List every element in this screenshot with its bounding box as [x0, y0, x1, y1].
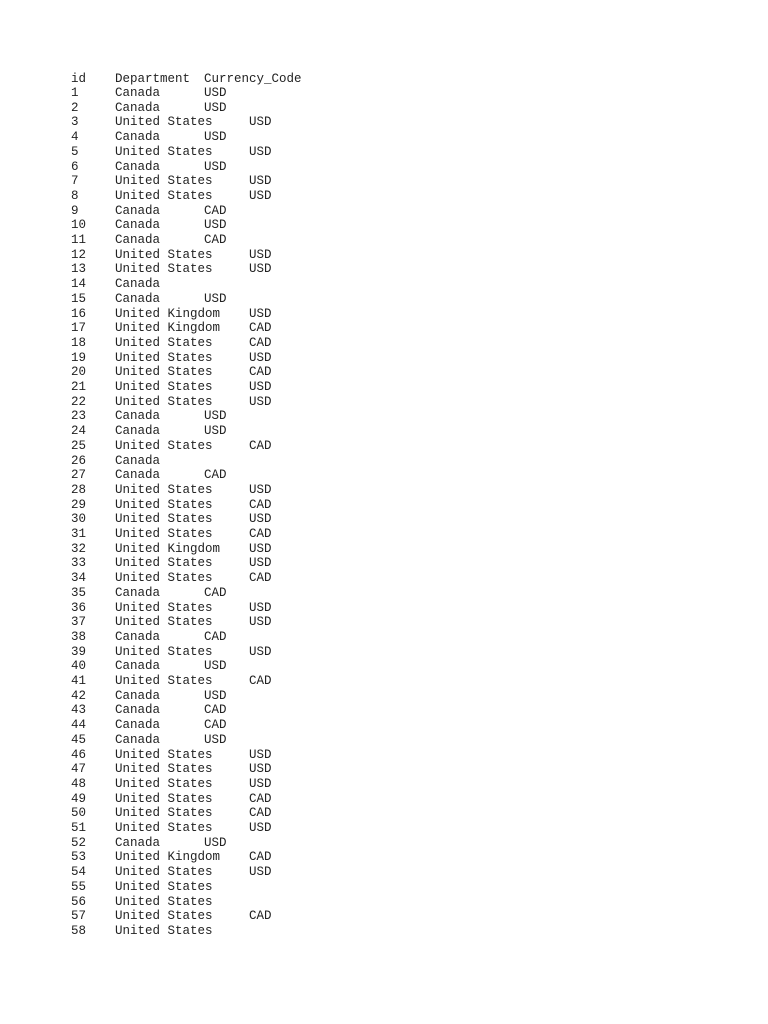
row-currency: USD: [249, 482, 272, 497]
row-currency: CAD: [249, 674, 272, 688]
row-department: Canada: [115, 233, 161, 247]
row-department: Canada: [115, 424, 161, 439]
row-id: 35: [71, 585, 87, 600]
row-department: United States: [115, 144, 213, 159]
row-currency: USD: [204, 218, 227, 233]
row-id: 23: [71, 409, 87, 424]
row-id: 33: [71, 556, 87, 571]
table-row: [0, 409, 400, 424]
table-row: [0, 836, 400, 851]
table-row: [0, 468, 400, 483]
row-id: 31: [71, 527, 87, 541]
row-department: United Kingdom: [115, 850, 221, 865]
row-department: United States: [115, 674, 213, 688]
row-currency: USD: [204, 100, 227, 115]
row-id: 56: [71, 894, 87, 909]
row-id: 45: [71, 732, 87, 747]
row-department: United States: [115, 776, 213, 791]
row-department: United States: [115, 762, 213, 777]
row-currency: CAD: [249, 571, 272, 586]
table-row: [0, 806, 400, 821]
row-currency: CAD: [249, 497, 272, 512]
table-row: [0, 865, 400, 880]
row-department: United States: [115, 188, 213, 203]
row-department: United Kingdom: [115, 541, 221, 556]
table-row: [0, 380, 400, 395]
row-id: 15: [71, 291, 87, 306]
row-currency: CAD: [249, 909, 272, 924]
row-department: United States: [115, 512, 213, 527]
row-currency: USD: [249, 115, 272, 130]
row-currency: USD: [249, 541, 272, 556]
row-department: United States: [115, 909, 213, 924]
row-currency: CAD: [249, 365, 272, 380]
row-id: 44: [71, 718, 87, 733]
row-department: United States: [115, 894, 213, 909]
table-row: [0, 792, 400, 807]
row-id: 6: [71, 159, 79, 174]
table-row: [0, 483, 400, 498]
row-currency: USD: [204, 835, 227, 850]
row-department: United States: [115, 174, 213, 189]
table-row: [0, 645, 400, 660]
row-id: 32: [71, 541, 87, 556]
row-id: 18: [71, 335, 87, 350]
row-id: 51: [71, 821, 87, 835]
row-department: United States: [115, 262, 213, 277]
table-row: [0, 160, 400, 175]
row-department: United States: [115, 747, 213, 762]
table-row: [0, 86, 400, 101]
row-currency: CAD: [249, 806, 272, 821]
table-row: [0, 189, 400, 204]
table-row: [0, 571, 400, 586]
table-row: [0, 733, 400, 748]
row-currency: CAD: [204, 233, 227, 247]
row-currency: USD: [249, 776, 272, 791]
row-currency: USD: [249, 306, 272, 321]
row-currency: USD: [249, 644, 272, 659]
table-row: [0, 395, 400, 410]
row-currency: USD: [204, 291, 227, 306]
row-id: 9: [71, 203, 79, 218]
row-id: 28: [71, 482, 87, 497]
table-row: [0, 821, 400, 836]
row-department: United States: [115, 115, 213, 130]
row-currency: CAD: [249, 438, 272, 453]
row-department: Canada: [115, 203, 161, 218]
table-row: [0, 233, 400, 248]
row-currency: USD: [204, 86, 227, 100]
row-id: 34: [71, 571, 87, 586]
row-currency: CAD: [204, 718, 227, 733]
row-currency: USD: [249, 144, 272, 159]
table-row: [0, 542, 400, 557]
row-id: 7: [71, 174, 79, 189]
row-currency: USD: [249, 188, 272, 203]
table-row: [0, 762, 400, 777]
table-row: [0, 924, 400, 939]
row-id: 3: [71, 115, 79, 130]
row-department: United States: [115, 806, 213, 821]
row-department: Canada: [115, 409, 161, 424]
row-department: United States: [115, 350, 213, 365]
row-department: United States: [115, 615, 213, 630]
row-department: United States: [115, 791, 213, 806]
row-department: United States: [115, 556, 213, 571]
row-id: 17: [71, 321, 87, 336]
row-department: United States: [115, 527, 213, 541]
table-row: [0, 439, 400, 454]
table-row: [0, 204, 400, 219]
row-currency: CAD: [249, 791, 272, 806]
row-currency: USD: [204, 130, 227, 145]
table-row: [0, 292, 400, 307]
row-department: Canada: [115, 218, 161, 233]
row-department: Canada: [115, 453, 161, 468]
row-department: United Kingdom: [115, 321, 221, 336]
row-currency: CAD: [204, 629, 227, 644]
row-currency: CAD: [204, 203, 227, 218]
table-row: [0, 365, 400, 380]
row-department: Canada: [115, 659, 161, 674]
table-row: [0, 850, 400, 865]
row-currency: USD: [204, 159, 227, 174]
table-row: [0, 101, 400, 116]
row-id: 50: [71, 806, 87, 821]
header-id: id: [71, 72, 87, 86]
table-row: [0, 880, 400, 895]
table-row: [0, 145, 400, 160]
table-row: [0, 777, 400, 792]
row-department: Canada: [115, 629, 161, 644]
row-id: 12: [71, 247, 87, 262]
row-department: United States: [115, 497, 213, 512]
table-row: [0, 218, 400, 233]
row-department: Canada: [115, 718, 161, 733]
row-id: 47: [71, 762, 87, 777]
row-currency: USD: [204, 409, 227, 424]
row-currency: USD: [249, 512, 272, 527]
row-id: 1: [71, 86, 79, 100]
row-id: 14: [71, 277, 87, 292]
table-row: [0, 895, 400, 910]
row-department: Canada: [115, 732, 161, 747]
row-id: 54: [71, 865, 87, 880]
table-row: [0, 262, 400, 277]
row-currency: USD: [249, 247, 272, 262]
row-currency: CAD: [204, 468, 227, 483]
row-department: Canada: [115, 585, 161, 600]
table-row: [0, 454, 400, 469]
row-id: 19: [71, 350, 87, 365]
row-currency: CAD: [249, 527, 272, 541]
table-row: [0, 689, 400, 704]
row-id: 37: [71, 615, 87, 630]
row-currency: USD: [204, 732, 227, 747]
row-currency: USD: [249, 262, 272, 277]
row-department: Canada: [115, 100, 161, 115]
row-department: United States: [115, 821, 213, 835]
row-currency: USD: [249, 380, 272, 394]
row-department: Canada: [115, 277, 161, 292]
row-department: United States: [115, 438, 213, 453]
row-department: Canada: [115, 468, 161, 483]
table-row: [0, 424, 400, 439]
row-currency: USD: [249, 600, 272, 615]
table-row: [0, 630, 400, 645]
row-department: United States: [115, 365, 213, 380]
row-id: 38: [71, 629, 87, 644]
row-currency: USD: [249, 865, 272, 880]
row-department: United Kingdom: [115, 306, 221, 321]
table-row: [0, 703, 400, 718]
row-department: Canada: [115, 291, 161, 306]
row-id: 58: [71, 923, 87, 938]
table-row: [0, 527, 400, 542]
row-department: United States: [115, 335, 213, 350]
row-currency: USD: [249, 747, 272, 762]
row-id: 13: [71, 262, 87, 277]
table-row: [0, 909, 400, 924]
row-id: 22: [71, 394, 87, 409]
table-row: [0, 748, 400, 763]
row-id: 52: [71, 835, 87, 850]
row-id: 16: [71, 306, 87, 321]
table-row: [0, 512, 400, 527]
row-department: United States: [115, 247, 213, 262]
table-row: [0, 307, 400, 322]
row-id: 57: [71, 909, 87, 924]
row-currency: USD: [249, 556, 272, 571]
row-id: 55: [71, 879, 87, 894]
row-id: 43: [71, 703, 87, 718]
row-currency: CAD: [249, 850, 272, 865]
row-id: 2: [71, 100, 79, 115]
table-row: [0, 615, 400, 630]
row-id: 39: [71, 644, 87, 659]
row-currency: USD: [249, 762, 272, 777]
row-currency: USD: [204, 424, 227, 439]
row-id: 5: [71, 144, 79, 159]
table-row: [0, 718, 400, 733]
row-department: United States: [115, 571, 213, 586]
row-id: 42: [71, 688, 87, 703]
row-department: Canada: [115, 835, 161, 850]
row-id: 10: [71, 218, 87, 233]
row-department: Canada: [115, 86, 161, 100]
table-row: [0, 556, 400, 571]
table-row: [0, 586, 400, 601]
row-department: Canada: [115, 703, 161, 718]
row-id: 20: [71, 365, 87, 380]
row-department: United States: [115, 923, 213, 938]
row-department: United States: [115, 600, 213, 615]
table-row: [0, 351, 400, 366]
row-currency: CAD: [204, 585, 227, 600]
row-id: 41: [71, 674, 87, 688]
row-department: Canada: [115, 159, 161, 174]
row-id: 27: [71, 468, 87, 483]
row-currency: USD: [249, 394, 272, 409]
row-id: 46: [71, 747, 87, 762]
row-currency: CAD: [249, 321, 272, 336]
row-id: 29: [71, 497, 87, 512]
row-id: 30: [71, 512, 87, 527]
row-id: 40: [71, 659, 87, 674]
row-currency: USD: [204, 688, 227, 703]
row-id: 8: [71, 188, 79, 203]
row-currency: USD: [204, 659, 227, 674]
row-currency: USD: [249, 615, 272, 630]
row-id: 48: [71, 776, 87, 791]
row-id: 25: [71, 438, 87, 453]
table-row: [0, 601, 400, 616]
header-department: Department: [115, 72, 191, 86]
row-id: 4: [71, 130, 79, 145]
row-id: 26: [71, 453, 87, 468]
table-row: [0, 174, 400, 189]
row-id: 24: [71, 424, 87, 439]
table-row: [0, 659, 400, 674]
row-currency: USD: [249, 821, 272, 835]
row-department: United States: [115, 644, 213, 659]
table-row: [0, 248, 400, 263]
row-id: 49: [71, 791, 87, 806]
row-currency: CAD: [204, 703, 227, 718]
row-id: 21: [71, 380, 87, 394]
header-row: [0, 72, 400, 87]
header-currency-code: Currency_Code: [204, 72, 302, 86]
row-department: United States: [115, 865, 213, 880]
table-row: [0, 130, 400, 145]
table-row: [0, 277, 400, 292]
row-currency: USD: [249, 350, 272, 365]
table-row: [0, 321, 400, 336]
row-department: Canada: [115, 688, 161, 703]
row-department: United States: [115, 482, 213, 497]
table-row: [0, 498, 400, 513]
row-department: United States: [115, 394, 213, 409]
row-id: 11: [71, 233, 87, 247]
row-department: Canada: [115, 130, 161, 145]
table-row: [0, 336, 400, 351]
row-currency: CAD: [249, 335, 272, 350]
row-id: 36: [71, 600, 87, 615]
row-id: 53: [71, 850, 87, 865]
table-row: [0, 674, 400, 689]
row-department: United States: [115, 879, 213, 894]
row-currency: USD: [249, 174, 272, 189]
row-department: United States: [115, 380, 213, 394]
table-row: [0, 115, 400, 130]
